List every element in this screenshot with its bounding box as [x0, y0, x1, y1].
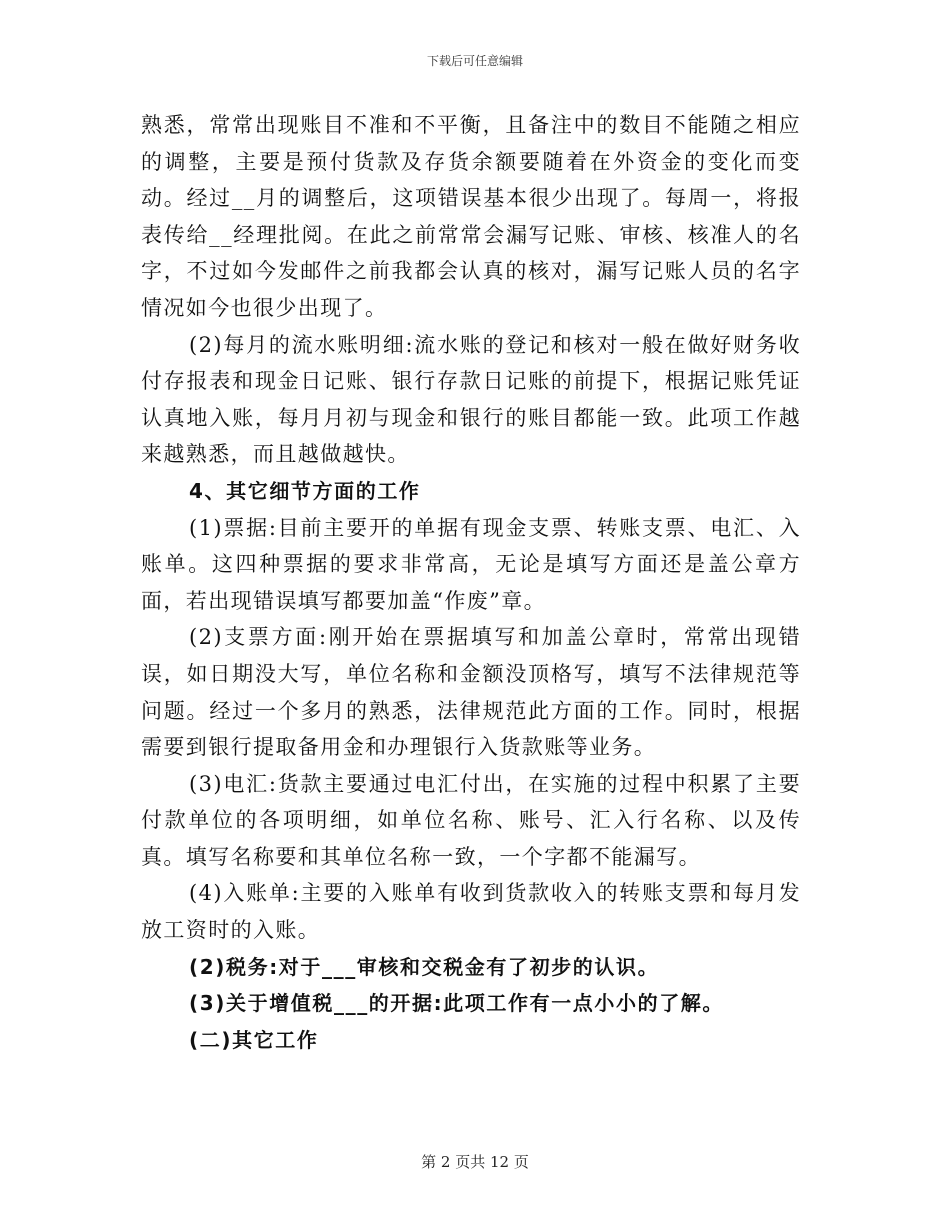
paragraph-wire-transfer: (3)电汇:货款主要通过电汇付出，在实施的过程中积累了主要付款单位的各项明细，如单位名称、账号、汇入行名称、以及传真。填写名称要和其单位名称一致，一个字都不能漏写。 [141, 771, 801, 869]
document-body [141, 107, 801, 1058]
paragraph-bills: (1)票据:目前主要开的单据有现金支票、转账支票、电汇、入账单。这四种票据的要求非常高，无论是填写方面还是盖公章方面，若出现错误填写都要加盖“作废”章。 [141, 515, 801, 613]
paragraph-continuation: 熟悉，常常出现账目不准和不平衡，且备注中的数目不能随之相应的调整，主要是预付货款及存货余额要随着在外资金的变化而变动。经过__月的调整后，这项错误基本很少出现了。每周一，将报表传给__经理批阅。在此之前常常会漏写记账、审核、核准人的名字，不过如今发邮件之前我都会认真的核对，漏写记账人员的名字情况如今也很少出现了。 [141, 113, 801, 320]
page-header: 下载后可任意编辑 [426, 54, 523, 68]
paragraph-cheques: (2)支票方面:刚开始在票据填写和加盖公章时，常常出现错误，如日期没大写，单位名称和金额没顶格写，填写不法律规范等问题。经过一个多月的熟悉，法律规范此方面的工作。同时，根据需要到银行提取备用金和办理银行入货款账等业务。 [141, 625, 801, 760]
heading-tax: (2)税务:对于___审核和交税金有了初步的认识。 [189, 954, 660, 979]
section-heading-other-details: 4、其它细节方面的工作 [189, 478, 421, 503]
paragraph-ledger-details: (2)每月的流水账明细:流水账的登记和核对一般在做好财务收付存报表和现金日记账、银行存款日记账的前提下，根据记账凭证认真地入账，每月月初与现金和银行的账目都能一致。此项工作越来越熟悉，而且越做越快。 [141, 332, 801, 467]
paragraph-entry-slips: (4)入账单:主要的入账单有收到货款收入的转账支票和每月发放工资时的入账。 [141, 881, 801, 943]
heading-other-work: (二)其它工作 [189, 1027, 319, 1052]
heading-vat-invoice: (3)关于增值税___的开据:此项工作有一点小小的了解。 [189, 991, 724, 1016]
page-number: 第 2 页共 12 页 [421, 1153, 529, 1171]
